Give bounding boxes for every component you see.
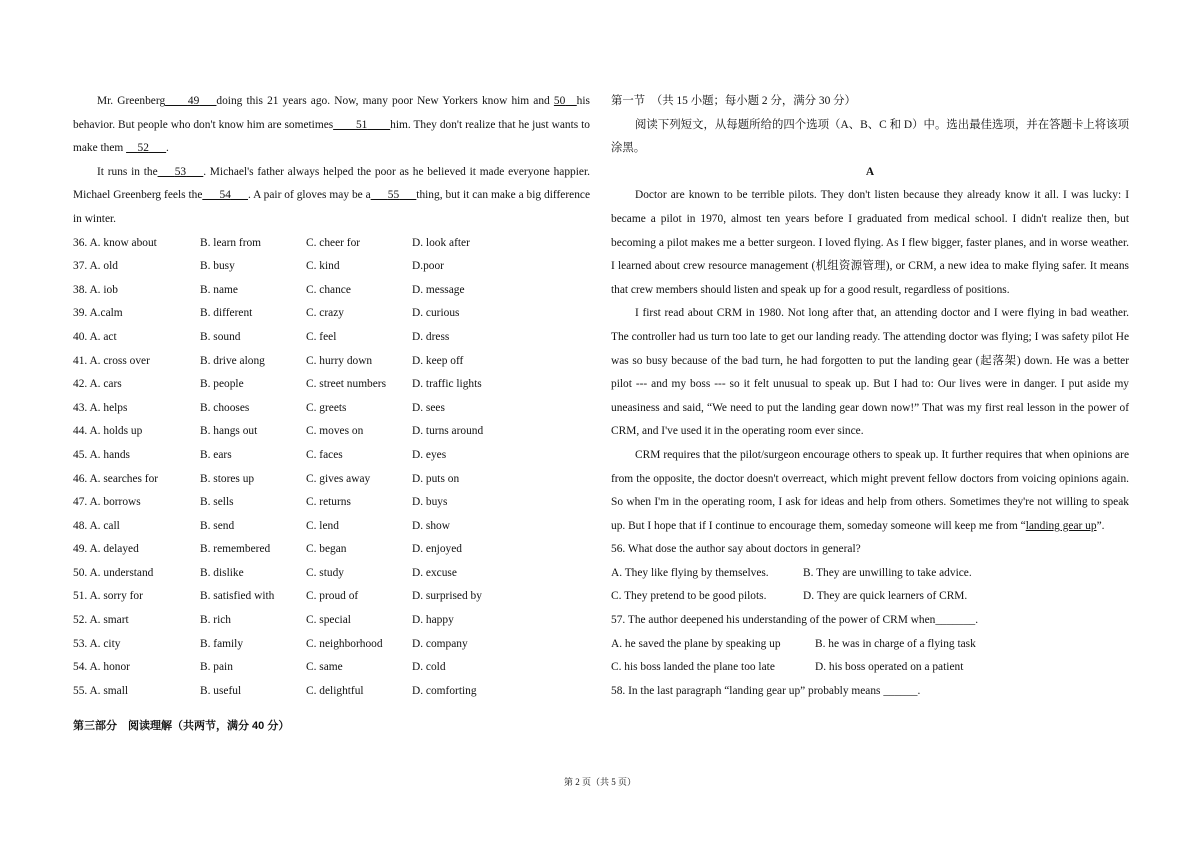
option-d: D. surprised by (412, 590, 482, 603)
option-b: B. satisfied with (200, 590, 275, 603)
option-a: 49. A. delayed (73, 543, 139, 556)
option-b: B. name (200, 283, 238, 296)
option-b: B. dislike (200, 566, 244, 579)
option-c: C. faces (306, 448, 343, 461)
option-d: D. excuse (412, 566, 457, 579)
option-a: 37. A. old (73, 260, 118, 273)
option-d: D. curious (412, 307, 460, 320)
option-d: D. show (412, 519, 450, 532)
option-d: D. comforting (412, 684, 477, 697)
option-row (73, 444, 590, 468)
instruction: 阅读下列短文，从每题所给的四个选项（A、B、C 和 D）中。选出最佳选项，并在答题卡上将该项涂黑。 (611, 118, 1129, 155)
option-row (73, 680, 590, 704)
option-c: C. greets (306, 401, 347, 414)
option-b: B. send (200, 519, 235, 532)
option-d: D. keep off (412, 354, 464, 367)
option-d: D. buys (412, 496, 448, 509)
question-56-options-cd: C. They pretend to be good pilots. D. They are quick learners of CRM. (611, 590, 968, 603)
option-c: C. crazy (306, 307, 344, 320)
option-a: 38. A. iob (73, 283, 118, 296)
option-b: B. hangs out (200, 425, 258, 438)
option-c: C. feel (306, 330, 337, 343)
option-b: B. learn from (200, 236, 262, 249)
option-a: 48. A. call (73, 519, 120, 532)
passage-paragraph-2: I first read about CRM in 1980. Not long after that, an attending doctor and I were flying in bad weather. The controller had us turn too late to get our landing ready. The attending doctor was flying; I was safety pilot He was so busy because of the bad turn, he had forgotten to put the landing gear (起落架) down. He was a better pilot --- and my boss --- so it felt unusual to speak up. But I had to: Our lives were in danger. I put aside my uneasiness and said, “We need to put the landing gear down now!” That was my first real lesson in the power of CRM, and I've used it in the operating room ever since. (611, 307, 1129, 438)
option-a: 42. A. cars (73, 378, 122, 391)
option-row (73, 255, 590, 279)
option-c: C. same (306, 661, 343, 674)
option-row (73, 373, 590, 397)
option-d: D. turns around (412, 425, 484, 438)
option-c: C. returns (306, 496, 351, 509)
option-d: D. dress (412, 330, 450, 343)
option-a: 44. A. holds up (73, 425, 143, 438)
question-57: 57. The author deepened his understanding of the power of CRM when_______. (611, 614, 979, 627)
option-d: D. company (412, 637, 468, 650)
question-56: 56. What dose the author say about doctors in general? (611, 543, 861, 556)
option-b: B. stores up (200, 472, 255, 485)
option-c: C. moves on (306, 425, 364, 438)
option-c: C. lend (306, 519, 339, 532)
option-row (73, 468, 590, 492)
option-b: B. different (200, 307, 253, 320)
option-b: B. chooses (200, 401, 250, 414)
option-d: D. happy (412, 614, 454, 627)
passage-paragraph-1: Doctor are known to be terrible pilots. They don't listen because they already know it all. I was lucky: I became a pilot in 1970, almost ten years before I graduated from medical school. I didn't realize then, but becoming a pilot makes me a better surgeon. I loved flying. As I flew bigger, faster planes, and in worse weather. I learned about crew resource management (机组资源管理), or CRM, a new idea to make flying safer. It means that crew members should listen and speak up for a good result, regardless of positions. (611, 189, 1129, 296)
option-c: C. street numbers (306, 378, 387, 391)
option-c: C. neighborhood (306, 637, 383, 650)
question-56-options-ab: A. They like flying by themselves. B. They are unwilling to take advice. (611, 566, 972, 579)
option-c: C. hurry down (306, 354, 373, 367)
section-1-heading: 第一节 （共 15 小题；每小题 2 分，满分 30 分） (611, 95, 856, 107)
option-row (73, 609, 590, 633)
blank-50: 50__ (553, 95, 577, 107)
cloze-paragraph-1: Mr. Greenberg____49___doing this 21 years ago. Now, many poor New Yorkers know him and 50__his behavior. But people who don't know him are sometimes____51____him. They don't realize that he just wants to make them __52___. (73, 95, 590, 155)
option-row (73, 397, 590, 421)
option-row (73, 420, 590, 444)
option-b: B. family (200, 637, 244, 650)
blank-55: ___55___ (370, 189, 417, 202)
option-a: 39. A.calm (73, 307, 123, 320)
options-list (73, 232, 590, 704)
option-a: 50. A. understand (73, 566, 154, 579)
blank-52: __52___ (126, 142, 167, 155)
left-column (73, 90, 590, 739)
option-row (73, 279, 590, 303)
option-row (73, 302, 590, 326)
option-c: C. chance (306, 283, 351, 296)
section-3-heading: 第三部分 阅读理解（共两节，满分 40 分） (73, 720, 290, 733)
option-d: D. message (412, 283, 465, 296)
option-row (73, 538, 590, 562)
blank-54: ___54___ (202, 189, 248, 202)
option-row (73, 656, 590, 680)
option-b: B. people (200, 378, 244, 391)
option-a: 40. A. act (73, 330, 117, 343)
option-a: 45. A. hands (73, 448, 130, 461)
option-b: B. pain (200, 661, 233, 674)
question-58: 58. In the last paragraph “landing gear up” probably means ______. (611, 684, 921, 697)
option-c: C. gives away (306, 472, 371, 485)
question-57-options-cd: C. his boss landed the plane too late D. his boss operated on a patient (611, 661, 964, 674)
blank-51: ____51____ (333, 118, 391, 131)
option-d: D. puts on (412, 472, 460, 485)
cloze-paragraph-2: It runs in the___53___. Michael's father always helped the poor as he believed it made everyone happier. Michael Greenberg feels the___54___. A pair of gloves may be a___55___thing, but it can make a big difference in winter. (73, 165, 591, 225)
option-d: D. look after (412, 236, 470, 249)
option-a: 51. A. sorry for (73, 590, 143, 603)
option-row (73, 350, 590, 374)
option-row (73, 515, 590, 539)
option-a: 43. A. helps (73, 401, 128, 414)
option-a: 55. A. small (73, 684, 129, 697)
option-c: C. began (306, 543, 347, 556)
blank-49: ____49___ (165, 95, 217, 107)
passage-paragraph-3: CRM requires that the pilot/surgeon encourage others to speak up. It further requires that when opinions are from the opposite, the doctor doesn't overreact, which might prevent fellow doctors from voicing opinions again. So when I'm in the operating room, I ask for ideas and help from others. Sometimes they're not willing to speak up. But I hope that if I continue to encourage them, someday someone will keep me from “landing gear up”. (611, 448, 1129, 532)
option-c: C. proud of (306, 590, 359, 603)
option-row (73, 491, 590, 515)
underlined-phrase: landing gear up (1025, 519, 1097, 532)
page-footer: 第 2 页（共 5 页） (563, 777, 636, 787)
option-c: C. special (306, 614, 351, 627)
option-b: B. sells (200, 496, 234, 509)
option-d: D.poor (412, 260, 444, 273)
option-d: D. cold (412, 661, 446, 674)
option-a: 54. A. honor (73, 661, 130, 674)
option-row (73, 232, 590, 256)
option-a: 41. A. cross over (73, 354, 150, 367)
option-c: C. study (306, 566, 344, 579)
option-b: B. remembered (200, 543, 271, 556)
option-d: D. sees (412, 401, 445, 414)
option-a: 53. A. city (73, 637, 121, 650)
option-a: 46. A. searches for (73, 472, 159, 485)
option-d: D. eyes (412, 448, 447, 461)
option-a: 36. A. know about (73, 236, 157, 249)
option-row (73, 562, 590, 586)
blank-53: ___53___ (157, 165, 204, 178)
option-row (73, 633, 590, 657)
option-b: B. sound (200, 330, 241, 343)
option-b: B. rich (200, 614, 232, 627)
passage-label: A (865, 165, 875, 178)
option-row (73, 326, 590, 350)
option-b: B. ears (200, 448, 232, 461)
option-b: B. busy (200, 260, 235, 273)
option-b: B. drive along (200, 354, 265, 367)
question-57-options-ab: A. he saved the plane by speaking up B. he was in charge of a flying task (611, 637, 976, 650)
option-a: 52. A. smart (73, 614, 129, 627)
right-column (611, 90, 1129, 703)
option-d: D. traffic lights (412, 378, 482, 391)
option-c: C. kind (306, 260, 340, 273)
option-c: C. delightful (306, 684, 364, 697)
option-row (73, 585, 590, 609)
option-b: B. useful (200, 684, 242, 697)
option-d: D. enjoyed (412, 543, 462, 556)
option-c: C. cheer for (306, 236, 361, 249)
option-a: 47. A. borrows (73, 496, 141, 509)
